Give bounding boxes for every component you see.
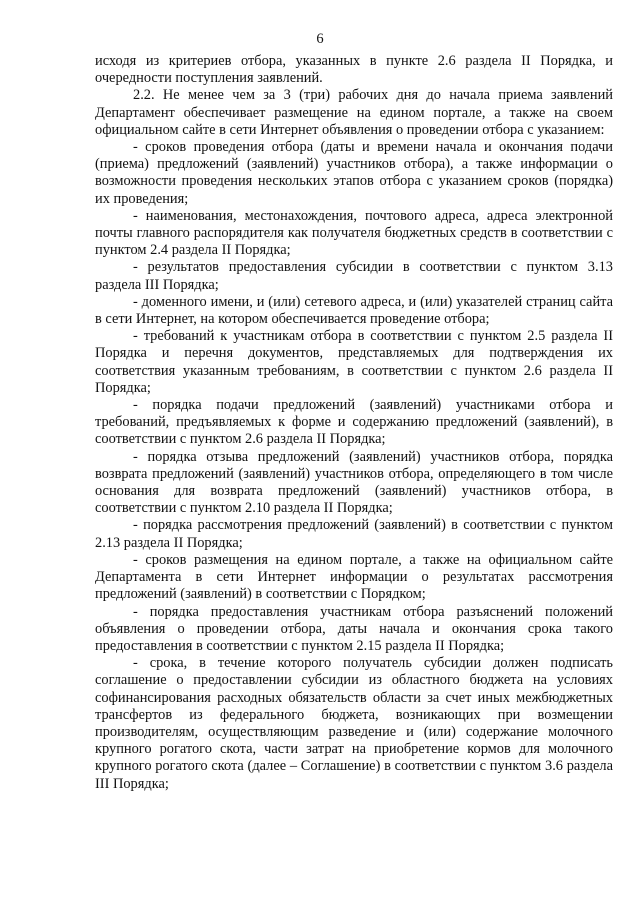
paragraph: - порядка рассмотрения предложений (заявлений) в соответствии с пунктом 2.13 раздела II Порядка; (95, 517, 613, 551)
paragraph: - наименования, местонахождения, почтового адреса, адреса электронной почты главного распорядителя как получателя бюджетных средств в соответствии с пунктом 2.4 раздела II Порядка; (95, 207, 613, 259)
paragraph: 2.2. Не менее чем за 3 (три) рабочих дня до начала приема заявлений Департамент обеспечивает размещение на едином портале, а также на своем официальном сайте в сети Интернет объявления о проведении отбора с указанием: (95, 87, 613, 138)
paragraph: - доменного имени, и (или) сетевого адреса, и (или) указателей страниц сайта в сети Интернет, на котором обеспечивается проведение отбора; (95, 293, 613, 328)
paragraph: - сроков проведения отбора (даты и времени начала и окончания подачи (приема) предложений (заявлений) участников отбора), а также информации о возможности проведения нескольких этапов отбора с указанием сроков (порядка) их проведения; (95, 139, 613, 207)
paragraph: - срока, в течение которого получатель субсидии должен подписать соглашение о предоставлении субсидии из областного бюджета на условиях софинансирования расходных обязательств области за счет иных межбюджетных трансфертов из федерального бюджета, возникающих при возмещении производителям, осуществляющим разведение и (или) содержание молочного крупного рогатого скота, части затрат на приобретение кормов для молочного крупного рогатого скота (далее – Соглашение) в соответствии с пунктом 3.6 раздела III Порядка; (95, 655, 613, 792)
paragraph: - сроков размещения на едином портале, а также на официальном сайте Департамента в сети Интернет информации о результатах рассмотрения предложений (заявлений) в соответствии с Порядком; (95, 551, 613, 603)
paragraph: - порядка отзыва предложений (заявлений) участников отбора, порядка возврата предложений (заявлений) участников отбора, определяющего в том числе основания для возврата предложений (заявлений) участников отбора, в соответствии с пунктом 2.10 раздела II Порядка; (95, 448, 613, 517)
document-body (95, 53, 613, 793)
paragraph: - результатов предоставления субсидии в соответствии с пунктом 3.13 раздела III Порядка; (95, 259, 613, 293)
paragraph: - порядка предоставления участникам отбора разъяснений положений объявления о проведении отбора, даты начала и окончания срока такого предоставления в соответствии с пунктом 2.15 раздела II Порядка; (95, 603, 613, 654)
continuation-paragraph: исходя из критериев отбора, указанных в пункте 2.6 раздела II Порядка, и очередности поступления заявлений. (95, 53, 613, 87)
paragraph: - порядка подачи предложений (заявлений) участниками отбора и требований, предъявляемых к форме и содержанию предложений (заявлений), в соответствии с пунктом 2.6 раздела II Порядка; (95, 397, 613, 448)
paragraph: - требований к участникам отбора в соответствии с пунктом 2.5 раздела II Порядка и перечня документов, представляемых для подтверждения их соответствия указанным требованиям, в соответствии с пунктом 2.6 раздела II Порядка; (95, 328, 613, 396)
page-number: 6 (316, 31, 324, 47)
